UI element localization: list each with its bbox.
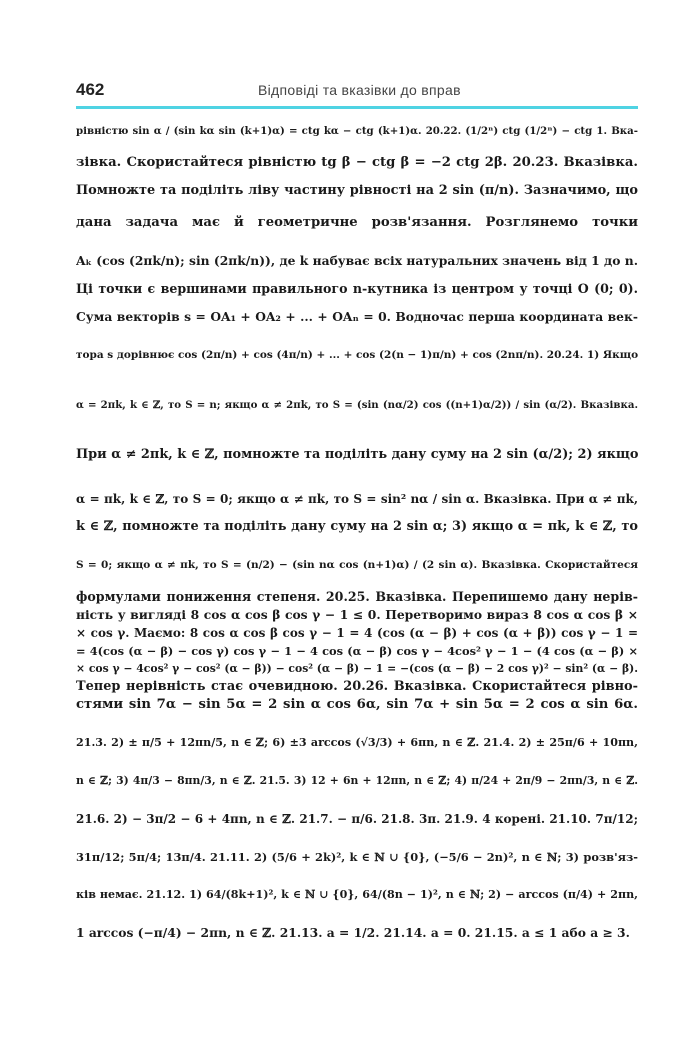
page-header: [76, 72, 638, 109]
text-line: × cos γ. Маємо: 8 cos α cos β cos γ − 1 = 4 (cos (α − β) + cos (α + β)) cos γ − 1 =: [76, 626, 638, 640]
text-line: = 4(cos (α − β) − cos γ) cos γ − 1 − 4 cos (α − β) cos γ − 4cos² γ − 1 − (4 cos (α − β) ×: [76, 644, 638, 658]
text-line: рівністю sin α / (sin kα sin (k+1)α) = ctg kα − ctg (k+1)α. 20.22. (1/2ⁿ) ctg (1/2ⁿ) − ctg 1. Вка-: [76, 125, 638, 137]
text-line: k ∈ ℤ, помножте та поділіть дану суму на 2 sin α; 3) якщо α = πk, k ∈ ℤ, то: [76, 519, 638, 534]
text-line: стями sin 7α − sin 5α = 2 sin α cos 6α, sin 7α + sin 5α = 2 cos α sin 6α.: [76, 697, 638, 712]
text-line: зівка. Скористайтеся рівністю tg β − ctg β = −2 ctg 2β. 20.23. Вказівка.: [76, 155, 638, 170]
running-title: Відповіді та вказівки до вправ: [258, 82, 461, 98]
text-line: формулами пониження степеня. 20.25. Вказівка. Перепишемо дану нерів-: [76, 589, 638, 604]
text-line: Aₖ (cos (2πk/n); sin (2πk/n)), де k набуває всіх натуральних значень від 1 до n.: [76, 253, 638, 268]
text-line: тора s дорівнює cos (2π/n) + cos (4π/n) + ... + cos (2(n − 1)π/n) + cos (2nπ/n). 20.24. 1) Якщо: [76, 349, 638, 361]
text-line: × cos γ − 4cos² γ − cos² (α − β)) − cos² (α − β) − 1 = −(cos (α − β) − 2 cos γ)² − sin² (α − β).: [76, 662, 638, 675]
text-line: α = 2πk, k ∈ ℤ, то S = n; якщо α ≠ 2πk, то S = (sin (nα/2) cos ((n+1)α/2)) / sin (α/2). Вказівка.: [76, 399, 638, 411]
answers-text-block: [76, 122, 638, 942]
text-line: n ∈ ℤ; 3) 4π/3 − 8πn/3, n ∈ ℤ. 21.5. 3) 12 + 6n + 12πn, n ∈ ℤ; 4) π/24 + 2π/9 − 2πn/3, n ∈ ℤ.: [76, 774, 638, 787]
text-line: ність у вигляді 8 cos α cos β cos γ − 1 ≤ 0. Перетворимо вираз 8 cos α cos β ×: [76, 607, 638, 622]
text-line: 31π/12; 5π/4; 13π/4. 21.11. 2) (5/6 + 2k)², k ∈ ℕ ∪ {0}, (−5/6 − 2n)², n ∈ ℕ; 3) розв'яз-: [76, 850, 638, 864]
page-number: 462: [76, 80, 105, 99]
text-line: Помножте та поділіть ліву частину рівності на 2 sin (π/n). Зазначимо, що: [76, 183, 638, 198]
text-line: Сума векторів s = OA₁ + OA₂ + ... + OAₙ = 0. Водночас перша координата век-: [76, 309, 638, 324]
text-line: 21.3. 2) ± π/5 + 12πn/5, n ∈ ℤ; 6) ±3 arccos (√3/3) + 6πn, n ∈ ℤ. 21.4. 2) ± 25π/6 + 10πn,: [76, 736, 638, 749]
text-line: Ці точки є вершинами правильного n-кутника із центром у точці O (0; 0).: [76, 281, 638, 296]
text-line: дана задача має й геометричне розв'язання. Розглянемо точки: [76, 215, 638, 230]
text-line: S = 0; якщо α ≠ πk, то S = (n/2) − (sin nα cos (n+1)α) / (2 sin α). Вказівка. Скористайтеся: [76, 559, 638, 571]
text-line: 21.6. 2) − 3π/2 − 6 + 4πn, n ∈ ℤ. 21.7. − π/6. 21.8. 3π. 21.9. 4 корені. 21.10. 7π/12;: [76, 812, 638, 826]
text-line: При α ≠ 2πk, k ∈ ℤ, помножте та поділіть дану суму на 2 sin (α/2); 2) якщо: [76, 447, 638, 462]
text-line: Тепер нерівність стає очевидною. 20.26. Вказівка. Скористайтеся рівно-: [76, 679, 638, 694]
text-line: α = πk, k ∈ ℤ, то S = 0; якщо α ≠ πk, то S = sin² nα / sin α. Вказівка. При α ≠ πk,: [76, 492, 638, 506]
text-line: 1 arccos (−π/4) − 2πn, n ∈ ℤ. 21.13. a = 1/2. 21.14. a = 0. 21.15. a ≤ 1 або a ≥ 3.: [76, 925, 630, 940]
text-line: ків немає. 21.12. 1) 64/(8k+1)², k ∈ ℕ ∪ {0}, 64/(8n − 1)², n ∈ ℕ; 2) − arccos (π/4) + 2πn,: [76, 888, 638, 901]
